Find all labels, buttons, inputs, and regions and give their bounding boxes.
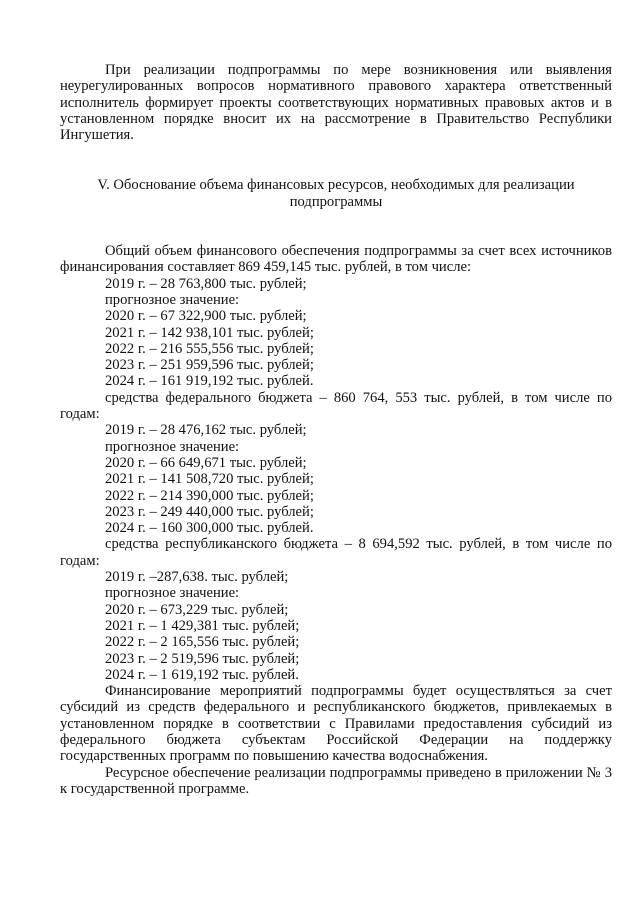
resource-paragraph: Ресурсное обеспечение реализации подпрограммы приведено в приложении № 3 к государственной программе. bbox=[60, 764, 612, 797]
section-heading: V. Обоснование объема финансовых ресурсов, необходимых для реализации подпрограммы bbox=[97, 177, 575, 210]
total-financing-list bbox=[60, 276, 612, 390]
list-item: 2022 г. – 216 555,556 тыс. рублей; bbox=[105, 340, 314, 357]
list-item: 2021 г. – 1 429,381 тыс. рублей; bbox=[105, 617, 300, 634]
list-item: 2020 г. – 673,229 тыс. рублей; bbox=[105, 601, 289, 618]
list-item: 2022 г. – 214 390,000 тыс. рублей; bbox=[105, 487, 314, 504]
federal-budget-list bbox=[60, 422, 612, 536]
list-item: 2024 г. – 160 300,000 тыс. рублей. bbox=[105, 520, 314, 537]
list-item: 2021 г. – 141 508,720 тыс. рублей; bbox=[105, 471, 314, 488]
republic-budget-paragraph: средства республиканского бюджета – 8 694,592 тыс. рублей, в том числе по годам: bbox=[60, 536, 612, 569]
list-item: прогнозное значение: bbox=[105, 438, 240, 455]
list-item: 2020 г. – 67 322,900 тыс. рублей; bbox=[105, 308, 307, 325]
list-item: 2024 г. – 161 919,192 тыс. рублей. bbox=[105, 373, 314, 390]
list-item: 2023 г. – 249 440,000 тыс. рублей; bbox=[105, 503, 314, 520]
list-item: 2023 г. – 251 959,596 тыс. рублей; bbox=[105, 357, 314, 374]
list-item: прогнозное значение: bbox=[105, 585, 240, 602]
total-financing-paragraph: Общий объем финансового обеспечения подпрограммы за счет всех источников финансирования составляет 869 459,145 тыс. рублей, в том числе: bbox=[60, 243, 612, 276]
list-item: 2019 г. – 28 476,162 тыс. рублей; bbox=[105, 422, 307, 439]
list-item: прогнозное значение: bbox=[105, 291, 240, 308]
intro-paragraph: При реализации подпрограммы по мере возникновения или выявления неурегулированных вопросов нормативного правового характера ответственный исполнитель формирует проекты соответствующих нормативных правовых актов и в установленном порядке вносит их на рассмотрение в Правительство Республики Ингушетия. bbox=[60, 62, 612, 144]
list-item: 2020 г. – 66 649,671 тыс. рублей; bbox=[105, 454, 307, 471]
list-item: 2022 г. – 2 165,556 тыс. рублей; bbox=[105, 634, 300, 651]
federal-budget-paragraph: средства федерального бюджета – 860 764, 553 тыс. рублей, в том числе по годам: bbox=[60, 389, 612, 423]
list-item: 2024 г. – 1 619,192 тыс. рублей. bbox=[105, 666, 299, 683]
list-item: 2019 г. –287,638. тыс. рублей; bbox=[105, 569, 289, 586]
republic-budget-list bbox=[60, 569, 612, 683]
list-item: 2021 г. – 142 938,101 тыс. рублей; bbox=[105, 324, 314, 341]
list-item: 2019 г. – 28 763,800 тыс. рублей; bbox=[105, 275, 307, 292]
document-page bbox=[60, 62, 612, 797]
financing-paragraph: Финансирование мероприятий подпрограммы будет осуществляться за счет субсидий из средств федерального и республиканского бюджетов, привлекаемых в установленном порядке в соответствии с Правилами предоставления субсидий из федерального бюджета субъектам Российской Федерации на поддержку государственных программ по повышению качества водоснабжения. bbox=[60, 683, 612, 765]
list-item: 2023 г. – 2 519,596 тыс. рублей; bbox=[105, 650, 300, 667]
